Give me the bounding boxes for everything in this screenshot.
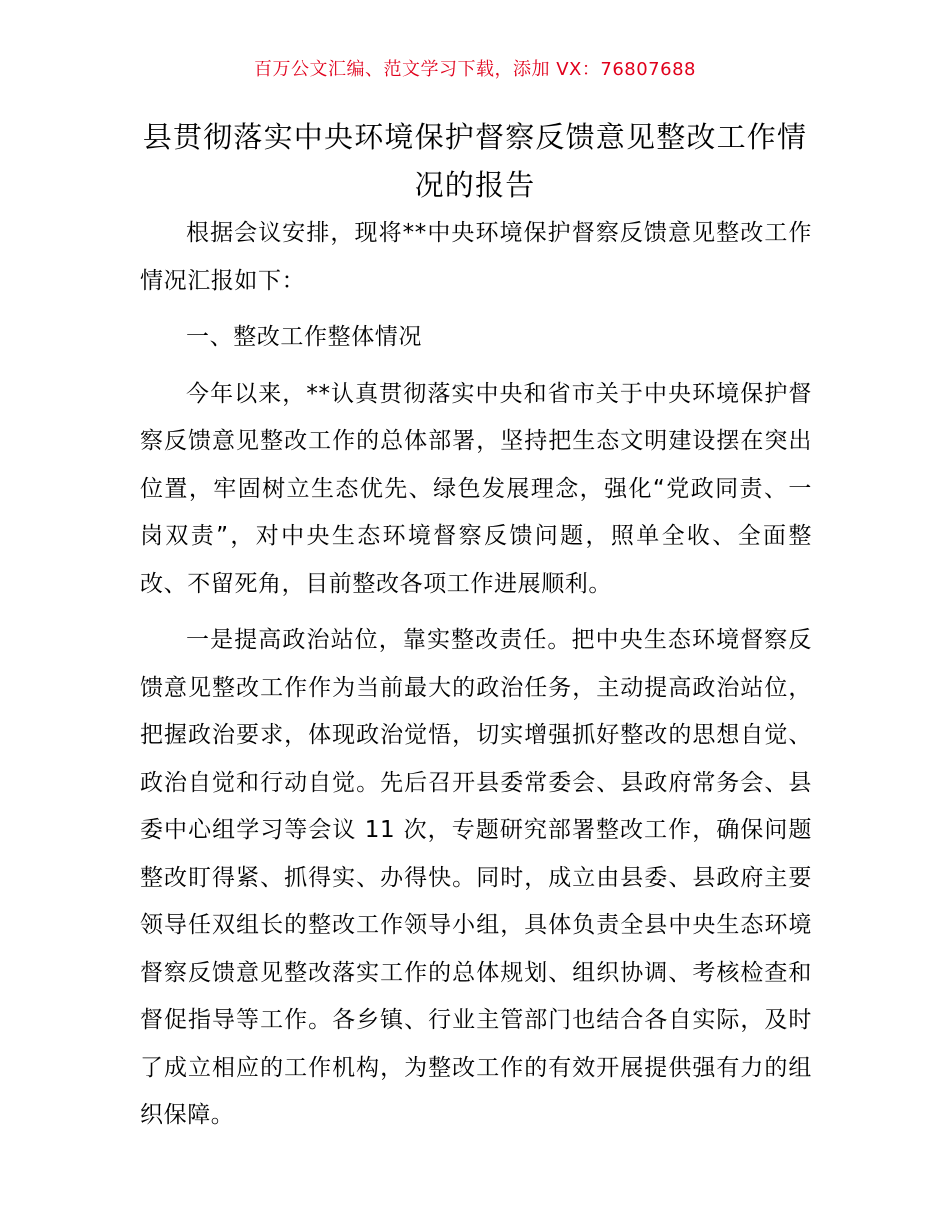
responsibility-paragraph: 一是提高政治站位，靠实整改责任。把中央生态环境督察反馈意见整改工作作为当前最大的政治任务，主动提高政治站位，把握政治要求，体现政治觉悟，切实增强抓好整改的思想自觉、政治自觉和行动自觉。先后召开县委常委会、县政府常务会、县委中心组学习等会议 11 次，专题研究部署整改工作，确保问题整改盯得紧、抓得实、办得快。同时，成立由县委、县政府主要领导任双组长的整改工作领导小组，具体负责全县中央生态环境督察反馈意见整改落实工作的总体规划、组织协调、考核检查和督促指导等工作。各乡镇、行业主管部门也结合各自实际，及时了成立相应的工作机构，为整改工作的有效开展提供强有力的组织保障。	[140, 627, 812, 1128]
intro-paragraph: 根据会议安排，现将**中央环境保护督察反馈意见整改工作情况汇报如下：	[140, 220, 812, 294]
document-title: 县贯彻落实中央环境保护督察反馈意见整改工作情况的报告	[142, 120, 808, 202]
header-watermark: 百万公文汇编、范文学习下载，添加 VX：76807688	[254, 59, 696, 80]
document-body	[140, 210, 812, 1149]
overview-paragraph: 今年以来，**认真贯彻落实中央和省市关于中央环境保护督察反馈意见整改工作的总体部署，坚持把生态文明建设摆在突出位置，牢固树立生态优先、绿色发展理念，强化“党政同责、一岗双责”，对中央生态环境督察反馈问题，照单全收、全面整改、不留死角，目前整改各项工作进展顺利。	[140, 380, 812, 597]
section-heading: 一、整改工作整体情况	[186, 324, 422, 350]
